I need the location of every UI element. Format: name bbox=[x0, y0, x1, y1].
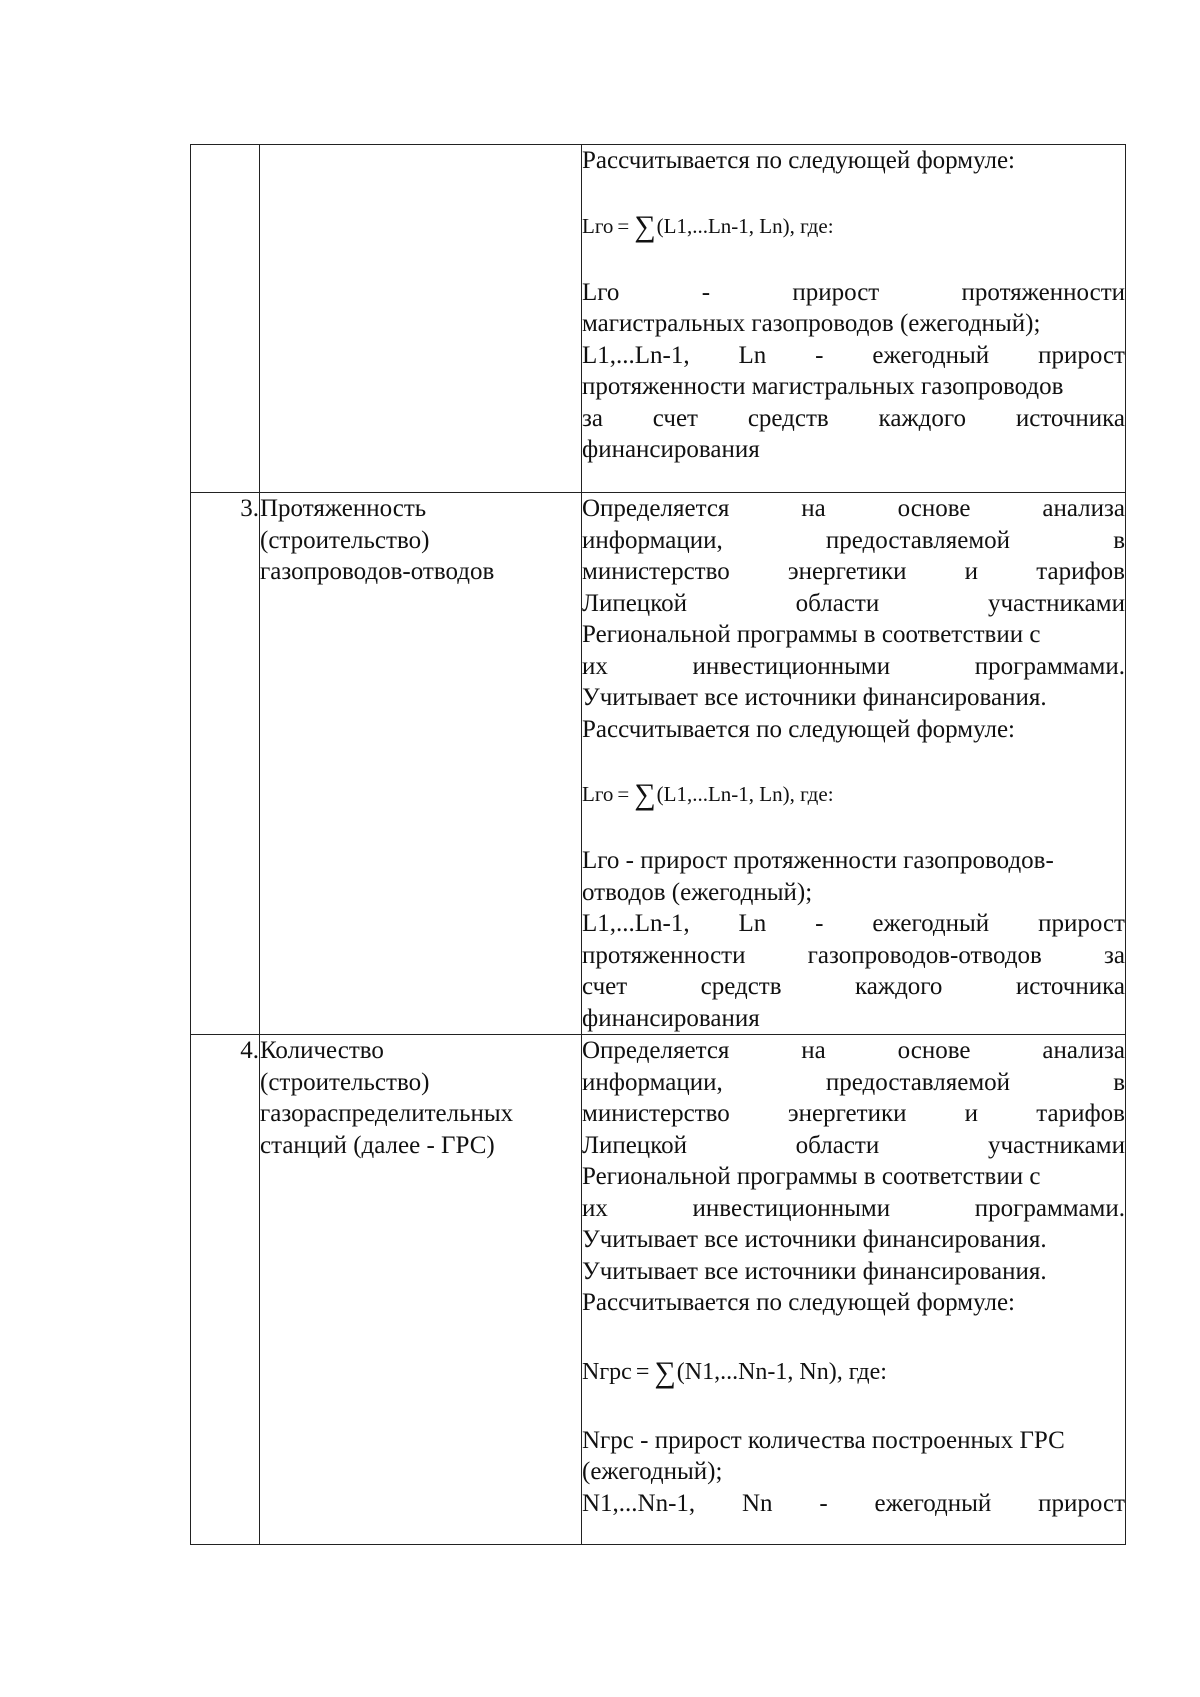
text-word: инвестиционными bbox=[692, 1194, 891, 1222]
text-word: предоставляемой bbox=[825, 1068, 1011, 1096]
text-line: Рассчитывается по следующей формуле: bbox=[582, 715, 1016, 743]
text-word: инвестиционными bbox=[692, 652, 891, 680]
text-word: области bbox=[795, 589, 880, 617]
text-word: энергетики bbox=[787, 1100, 907, 1127]
text-word: каждого bbox=[854, 973, 943, 1000]
text-line: финансирования bbox=[582, 436, 760, 463]
text-word: прирост bbox=[1038, 910, 1125, 937]
indicator-name-cell bbox=[260, 1035, 582, 1545]
text-word: Ln bbox=[738, 910, 767, 937]
text-line: Учитывает все источники финансирования. bbox=[582, 1257, 1047, 1285]
text-word: - bbox=[815, 341, 824, 369]
text-word: N1,...Nn-1, bbox=[582, 1489, 696, 1517]
text-word: информации, bbox=[582, 526, 723, 554]
text-line: Региональной программы в соответствии с bbox=[582, 621, 1041, 648]
text-word: Определяется bbox=[582, 1037, 730, 1064]
justified-text-line bbox=[582, 1130, 1125, 1162]
text-word: газопроводов-отводов bbox=[807, 941, 1042, 969]
text-word: прирост bbox=[792, 278, 880, 306]
justified-text-line bbox=[582, 1035, 1125, 1067]
formula-equals: = bbox=[617, 213, 630, 238]
text-word: программами. bbox=[974, 1194, 1125, 1222]
method-description bbox=[582, 493, 1125, 745]
text-word: L1,...Ln-1, bbox=[582, 910, 690, 937]
calculation-method-cell bbox=[582, 145, 1126, 493]
formula-lhs: Lго bbox=[582, 213, 614, 238]
justified-text-line bbox=[582, 940, 1125, 972]
text-word: протяженности bbox=[582, 941, 746, 969]
sigma-icon: ∑ bbox=[634, 778, 656, 811]
justified-text-line bbox=[582, 651, 1125, 683]
text-line: Рассчитывается по следующей формуле: bbox=[582, 1289, 1016, 1316]
text-word: их bbox=[582, 1194, 608, 1222]
indicator-name-line: станций (далее - ГРС) bbox=[260, 1131, 495, 1159]
text-line: Учитывает все источники финансирования. bbox=[582, 684, 1047, 711]
justified-text-line bbox=[582, 1098, 1125, 1130]
text-word: в bbox=[1113, 526, 1125, 554]
method-text-line: Рассчитывается по следующей формуле: bbox=[582, 147, 1016, 174]
justified-text-line bbox=[582, 493, 1125, 525]
sigma-icon: ∑ bbox=[654, 1355, 676, 1389]
text-word: за bbox=[582, 404, 603, 432]
formula-lhs: Lго bbox=[582, 782, 614, 806]
calculation-method-cell bbox=[582, 1035, 1126, 1545]
text-word: за bbox=[1104, 941, 1125, 969]
indicator-name-line: газопроводов-отводов bbox=[260, 558, 495, 585]
justified-text-line bbox=[582, 277, 1125, 309]
text-word: основе bbox=[897, 1037, 971, 1064]
text-line: Учитывает все источники финансирования. bbox=[582, 1226, 1047, 1253]
text-word: программами. bbox=[974, 652, 1125, 680]
indicator-name-line: Протяженность bbox=[260, 495, 427, 522]
text-line: финансирования bbox=[582, 1004, 760, 1032]
text-line: магистральных газопроводов (ежегодный); bbox=[582, 310, 1041, 337]
justified-text-line bbox=[582, 971, 1125, 1003]
justified-text-line bbox=[582, 525, 1125, 557]
text-word: средств bbox=[700, 973, 782, 1000]
justified-text-line bbox=[582, 908, 1125, 940]
text-line: Lго - прирост протяженности газопроводов- bbox=[582, 847, 1054, 874]
formula-rhs: (N1,...Nn-1, Nn), где: bbox=[676, 1358, 887, 1385]
definition-block bbox=[582, 1425, 1125, 1520]
text-word: и bbox=[964, 558, 979, 585]
text-word: на bbox=[801, 495, 826, 522]
table-row bbox=[191, 1035, 1126, 1545]
justified-text-line bbox=[582, 1193, 1125, 1225]
text-word: Nn bbox=[741, 1489, 773, 1517]
indicator-name-line: (строительство) bbox=[260, 1068, 430, 1096]
text-word: L1,...Ln-1, bbox=[582, 341, 690, 369]
formula-rhs: (L1,...Ln-1, Ln), где: bbox=[656, 213, 834, 238]
text-line: протяженности магистральных газопроводов bbox=[582, 373, 1064, 400]
formula-rhs: (L1,...Ln-1, Ln), где: bbox=[656, 782, 834, 806]
text-word: источника bbox=[1015, 973, 1125, 1000]
formula bbox=[582, 1357, 1125, 1387]
text-line: Nгрс - прирост количества построенных ГРС bbox=[582, 1426, 1065, 1454]
text-word: энергетики bbox=[787, 558, 907, 585]
text-word: на bbox=[801, 1037, 826, 1064]
text-word: основе bbox=[897, 495, 971, 522]
text-word: министерство bbox=[582, 1100, 730, 1127]
text-word: предоставляемой bbox=[825, 526, 1011, 554]
formula bbox=[582, 779, 1125, 809]
definition-block bbox=[582, 845, 1125, 1034]
text-word: каждого bbox=[878, 404, 967, 432]
text-word: анализа bbox=[1042, 1037, 1125, 1064]
justified-text-line bbox=[582, 556, 1125, 588]
text-line: отводов (ежегодный); bbox=[582, 878, 813, 906]
text-word: ежегодный bbox=[872, 910, 990, 937]
indicator-name-line: газораспределительных bbox=[260, 1100, 514, 1127]
text-word: Липецкой bbox=[582, 589, 687, 617]
text-word: Lго bbox=[582, 278, 620, 306]
text-word: анализа bbox=[1042, 495, 1125, 522]
formula-equals: = bbox=[635, 1358, 650, 1385]
text-word: счет bbox=[582, 973, 628, 1000]
table-row bbox=[191, 493, 1126, 1035]
indicator-name-line: (строительство) bbox=[260, 526, 430, 554]
text-word: протяженности bbox=[961, 278, 1125, 306]
indicator-table bbox=[190, 144, 1126, 1545]
definition-block bbox=[582, 277, 1125, 466]
text-word: - bbox=[815, 910, 824, 937]
text-word: участниками bbox=[987, 589, 1125, 617]
row-number-cell: 4. bbox=[191, 1035, 260, 1545]
text-word: тарифов bbox=[1036, 558, 1125, 585]
text-word: области bbox=[795, 1131, 880, 1159]
text-word: тарифов bbox=[1036, 1100, 1125, 1127]
table-row bbox=[191, 145, 1126, 493]
justified-text-line bbox=[582, 1488, 1125, 1520]
method-description bbox=[582, 1035, 1125, 1319]
text-line: (ежегодный); bbox=[582, 1458, 723, 1485]
text-word: - bbox=[819, 1489, 828, 1517]
text-word: участниками bbox=[987, 1131, 1125, 1159]
formula-equals: = bbox=[617, 782, 630, 806]
indicator-name-cell bbox=[260, 493, 582, 1035]
text-line: Региональной программы в соответствии с bbox=[582, 1163, 1041, 1190]
indicator-name-line: Количество bbox=[260, 1037, 384, 1064]
row-number-cell bbox=[191, 145, 260, 493]
text-word: Ln bbox=[738, 341, 767, 369]
text-word: ежегодный bbox=[874, 1489, 992, 1517]
text-word: Липецкой bbox=[582, 1131, 687, 1159]
text-word: источника bbox=[1015, 404, 1125, 432]
justified-text-line bbox=[582, 403, 1125, 435]
text-word: средств bbox=[747, 404, 829, 432]
justified-text-line bbox=[582, 340, 1125, 372]
formula-lhs: Nгрс bbox=[582, 1358, 632, 1385]
text-word: прирост bbox=[1038, 1489, 1125, 1517]
text-word: прирост bbox=[1038, 341, 1125, 369]
text-word: ежегодный bbox=[872, 341, 990, 369]
text-word: и bbox=[964, 1100, 979, 1127]
formula bbox=[582, 211, 1125, 241]
text-word: - bbox=[701, 278, 711, 306]
sigma-icon: ∑ bbox=[634, 209, 656, 243]
row-number-cell: 3. bbox=[191, 493, 260, 1035]
text-word: их bbox=[582, 652, 608, 680]
calculation-method-cell bbox=[582, 493, 1126, 1035]
text-word: в bbox=[1113, 1068, 1125, 1096]
justified-text-line bbox=[582, 1067, 1125, 1099]
justified-text-line bbox=[582, 588, 1125, 620]
text-word: счет bbox=[652, 404, 698, 432]
indicator-name-cell bbox=[260, 145, 582, 493]
text-word: Определяется bbox=[582, 495, 730, 522]
text-word: министерство bbox=[582, 558, 730, 585]
text-word: информации, bbox=[582, 1068, 723, 1096]
